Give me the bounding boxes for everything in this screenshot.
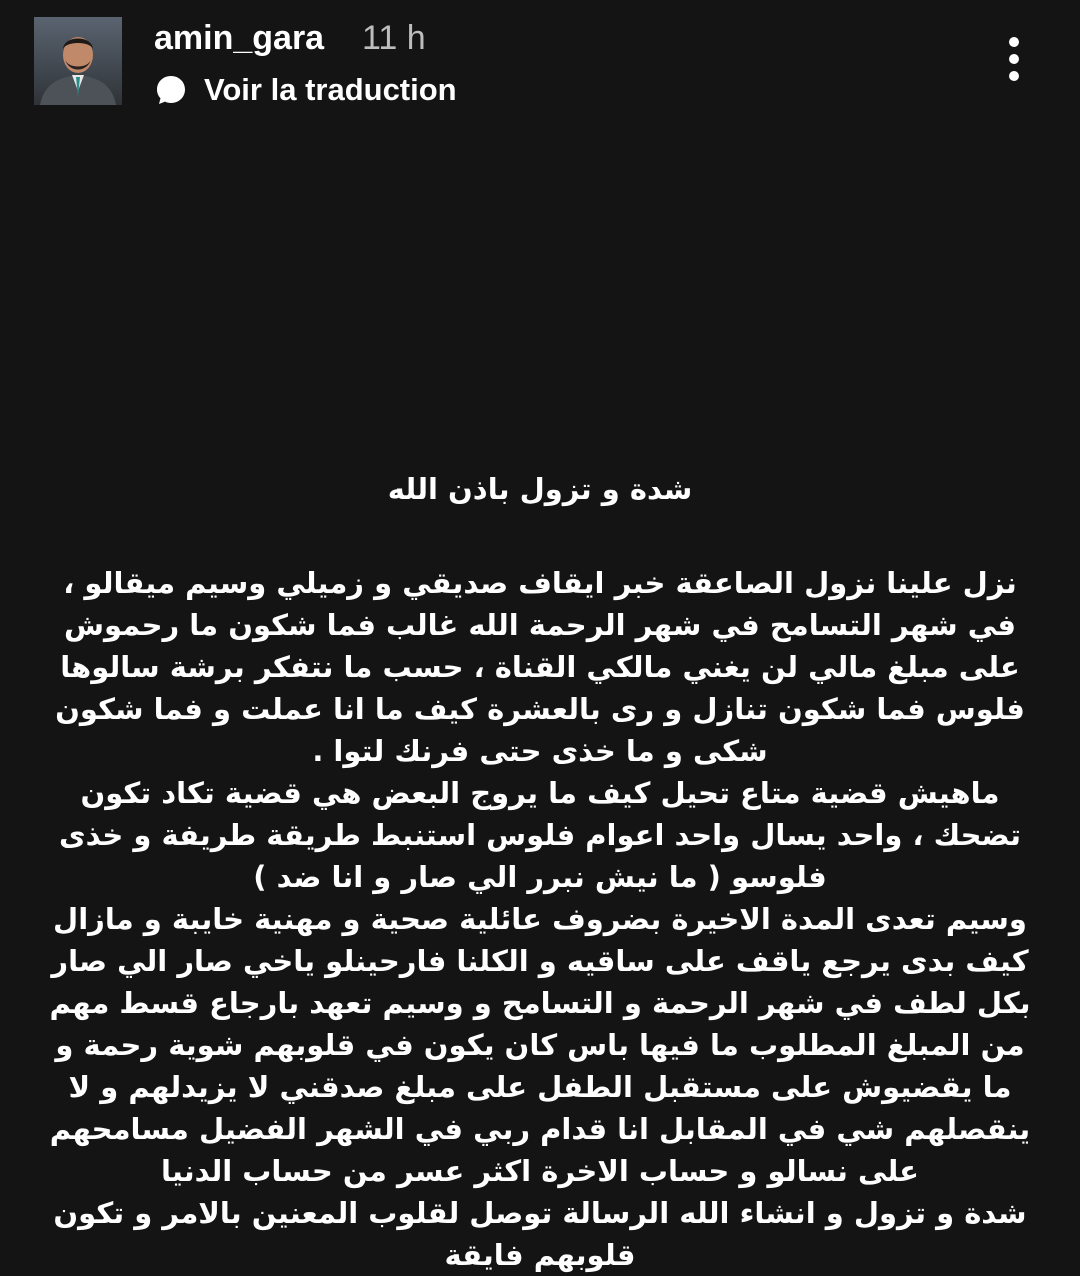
- username[interactable]: amin_gara: [154, 19, 325, 57]
- more-vertical-icon: [992, 30, 1036, 94]
- profile-photo-icon: [34, 17, 122, 105]
- story-text: [36, 468, 1044, 1276]
- story-body: نزل علينا نزول الصاعقة خبر ايقاف صديقي و زميلي وسيم ميقالو ، في شهر التسامح في شهر الرحمة الله غالب فما شكون ما رحموش على مبلغ مالي لن يغني مالكي القناة ، حسب ما نتفكر برشة سالوها فلوس فما شكون تنازل و رى بالعشرة كيف ما انا عملت و فما شكون شكى و ما خذى حتى فرنك لتوا . ماهيش قضية متاع تحيل كيف ما يروج البعض هي قضية تكاد تكون تضحك ، واحد يسال واحد اعوام فلوس استنبط طريقة طريفة و خذى فلوسو ( ما نيش نبرر الي صار و انا ضد ) وسيم تعدى المدة الاخيرة بضروف عائلية صحية و مهنية خايبة و مازال كيف بدى يرجع ياقف على ساقيه و الكلنا فارحينلو ياخي صار الي صار بكل لطف في شهر الرحمة و التسامح و وسيم تعهد بارجاع قسط مهم من المبلغ المطلوب ما فيها باس كان يكون في قلوبهم شوية رحمة و ما يقضيوش على مستقبل الطفل على مبلغ صدقني لا يزيدلهم و لا ينقصلهم شي في المقابل انا قدام ربي في الشهر الفضيل مسامحهم على نسالو و حساب الاخرة اكثر عسر من حساب الدنيا شدة و تزول و انشاء الله الرسالة توصل لقلوب المعنين بالامر و تكون قلوبهم فايقة: [49, 566, 1031, 1272]
- story-header: [0, 0, 1080, 130]
- see-translation-button[interactable]: [154, 68, 457, 112]
- more-options-button[interactable]: [992, 30, 1036, 94]
- story-title: شدة و تزول باذن الله: [387, 472, 693, 506]
- see-translation-label: Voir la traduction: [204, 72, 457, 107]
- post-time: 11 h: [362, 19, 426, 57]
- speech-bubble-icon: [154, 73, 188, 107]
- avatar[interactable]: [34, 17, 122, 105]
